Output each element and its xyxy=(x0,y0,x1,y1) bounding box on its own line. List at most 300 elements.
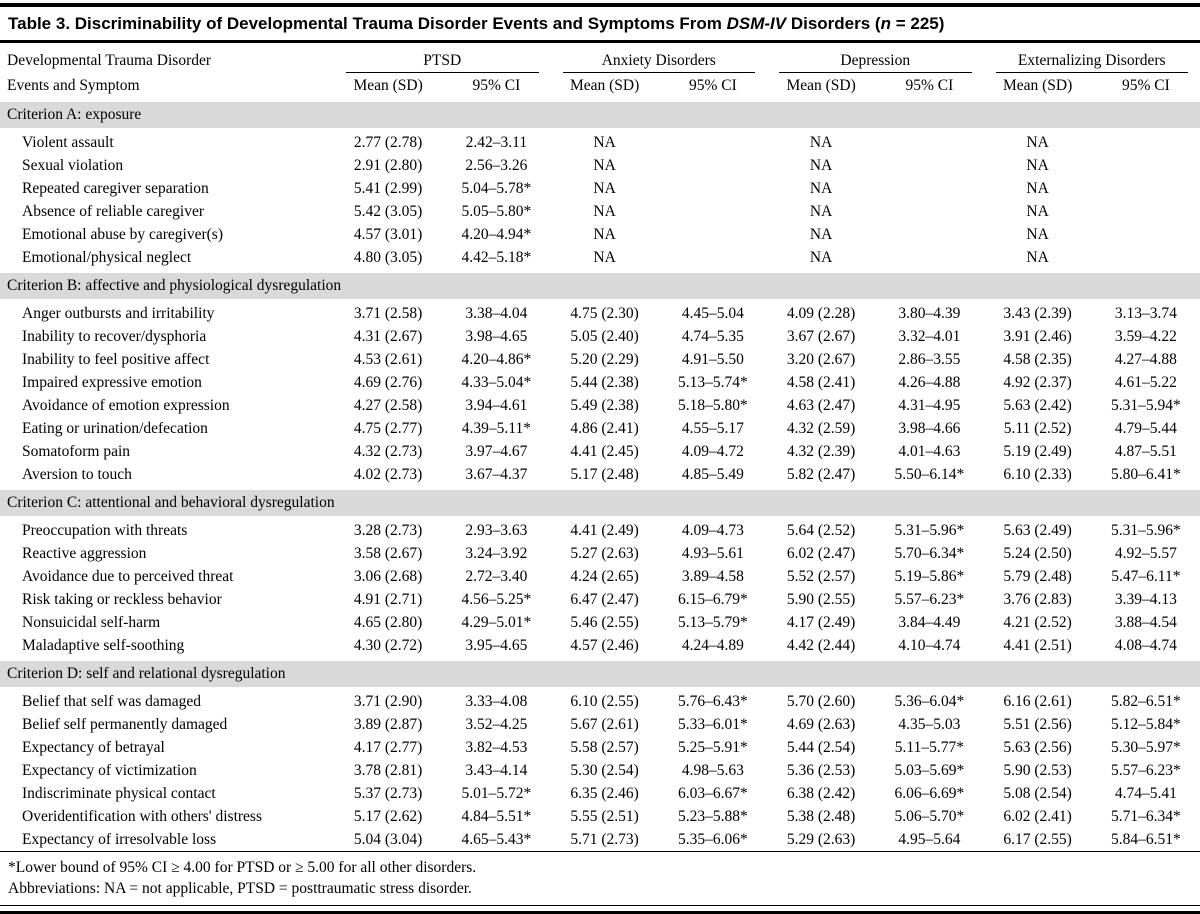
table-row xyxy=(0,177,1200,200)
table-row xyxy=(0,348,1200,371)
ci-cell: 6.03–6.67* xyxy=(659,782,767,805)
ci-cell: 5.30–5.97* xyxy=(1092,736,1200,759)
mean-sd-cell: 5.64 (2.52) xyxy=(767,518,875,543)
mean-sd-cell: 5.30 (2.54) xyxy=(551,759,659,782)
mean-sd-cell: NA xyxy=(551,177,659,200)
ci-cell: 4.74–5.35 xyxy=(659,325,767,348)
mean-sd-cell: 4.57 (2.46) xyxy=(551,634,659,659)
ci-cell: 5.11–5.77* xyxy=(875,736,983,759)
mean-sd-cell: 5.58 (2.57) xyxy=(551,736,659,759)
ci-cell: 4.31–4.95 xyxy=(875,394,983,417)
table-row xyxy=(0,782,1200,805)
ci-cell: 4.01–4.63 xyxy=(875,440,983,463)
table-row xyxy=(0,223,1200,246)
row-label: Reactive aggression xyxy=(0,542,334,565)
ci-cell: 4.92–5.57 xyxy=(1092,542,1200,565)
row-label: Risk taking or reckless behavior xyxy=(0,588,334,611)
ci-cell: 4.91–5.50 xyxy=(659,348,767,371)
group-header-row xyxy=(0,43,1200,73)
row-label: Inability to feel positive affect xyxy=(0,348,334,371)
mean-sd-cell: 5.51 (2.56) xyxy=(984,713,1092,736)
table-row xyxy=(0,805,1200,828)
mean-sd-cell: 5.55 (2.51) xyxy=(551,805,659,828)
mean-sd-cell: 4.41 (2.51) xyxy=(984,634,1092,659)
mean-sd-cell: 3.71 (2.58) xyxy=(334,301,442,326)
mean-sd-cell: NA xyxy=(984,177,1092,200)
ci-cell: 4.93–5.61 xyxy=(659,542,767,565)
mean-sd-cell: 4.24 (2.65) xyxy=(551,565,659,588)
ci-cell: 3.13–3.74 xyxy=(1092,301,1200,326)
subheader-ci-externalizing: 95% CI xyxy=(1092,73,1200,100)
mean-sd-cell: 5.70 (2.60) xyxy=(767,689,875,714)
mean-sd-cell: 6.47 (2.47) xyxy=(551,588,659,611)
row-label: Indiscriminate physical contact xyxy=(0,782,334,805)
section-row xyxy=(0,100,1200,130)
ci-cell xyxy=(659,130,767,155)
table-row xyxy=(0,634,1200,659)
mean-sd-cell: 4.57 (3.01) xyxy=(334,223,442,246)
subheader-mean-ptsd: Mean (SD) xyxy=(334,73,442,100)
ci-cell xyxy=(1092,177,1200,200)
section-row xyxy=(0,271,1200,301)
mean-sd-cell: 4.69 (2.63) xyxy=(767,713,875,736)
ci-cell: 5.57–6.23* xyxy=(1092,759,1200,782)
mean-sd-cell: 3.76 (2.83) xyxy=(984,588,1092,611)
ci-cell xyxy=(659,246,767,271)
mean-sd-cell: NA xyxy=(767,200,875,223)
ci-cell: 5.31–5.94* xyxy=(1092,394,1200,417)
mean-sd-cell: NA xyxy=(984,200,1092,223)
ci-cell: 2.86–3.55 xyxy=(875,348,983,371)
ci-cell: 5.04–5.78* xyxy=(442,177,550,200)
ci-cell: 4.39–5.11* xyxy=(442,417,550,440)
ci-cell: 5.06–5.70* xyxy=(875,805,983,828)
ci-cell: 5.82–6.51* xyxy=(1092,689,1200,714)
ci-cell: 4.27–4.88 xyxy=(1092,348,1200,371)
subheader-mean-depression: Mean (SD) xyxy=(767,73,875,100)
ci-cell: 4.95–5.64 xyxy=(875,828,983,851)
mean-sd-cell: 5.19 (2.49) xyxy=(984,440,1092,463)
ci-cell: 4.55–5.17 xyxy=(659,417,767,440)
ci-cell xyxy=(875,200,983,223)
mean-sd-cell: 4.63 (2.47) xyxy=(767,394,875,417)
section-row xyxy=(0,659,1200,689)
ci-cell: 4.85–5.49 xyxy=(659,463,767,488)
ci-cell: 3.98–4.66 xyxy=(875,417,983,440)
mean-sd-cell: 3.71 (2.90) xyxy=(334,689,442,714)
mean-sd-cell: 5.20 (2.29) xyxy=(551,348,659,371)
mean-sd-cell: 4.41 (2.45) xyxy=(551,440,659,463)
ci-cell: 4.26–4.88 xyxy=(875,371,983,394)
mean-sd-cell: 5.37 (2.73) xyxy=(334,782,442,805)
mean-sd-cell: 4.91 (2.71) xyxy=(334,588,442,611)
table-row xyxy=(0,759,1200,782)
mean-sd-cell: 4.27 (2.58) xyxy=(334,394,442,417)
mean-sd-cell: 4.80 (3.05) xyxy=(334,246,442,271)
mean-sd-cell: NA xyxy=(551,200,659,223)
ci-cell xyxy=(1092,200,1200,223)
mean-sd-cell: NA xyxy=(551,246,659,271)
mean-sd-cell: 4.21 (2.52) xyxy=(984,611,1092,634)
subheader-ci-anxiety: 95% CI xyxy=(659,73,767,100)
ci-cell: 5.36–6.04* xyxy=(875,689,983,714)
mean-sd-cell: 4.41 (2.49) xyxy=(551,518,659,543)
ci-cell: 4.20–4.94* xyxy=(442,223,550,246)
mean-sd-cell: 4.32 (2.73) xyxy=(334,440,442,463)
mean-sd-cell: 5.49 (2.38) xyxy=(551,394,659,417)
mean-sd-cell: 6.38 (2.42) xyxy=(767,782,875,805)
ci-cell: 4.24–4.89 xyxy=(659,634,767,659)
row-header-line-1: Developmental Trauma Disorder xyxy=(7,48,334,73)
section-label: Criterion C: attentional and behavioral dysregulation xyxy=(0,488,1200,518)
ci-cell: 5.12–5.84* xyxy=(1092,713,1200,736)
section-label: Criterion B: affective and physiological dysregulation xyxy=(0,271,1200,301)
row-label: Inability to recover/dysphoria xyxy=(0,325,334,348)
mean-sd-cell: NA xyxy=(984,223,1092,246)
mean-sd-cell: 4.75 (2.30) xyxy=(551,301,659,326)
ci-cell xyxy=(875,130,983,155)
table-row xyxy=(0,828,1200,851)
ci-cell: 2.72–3.40 xyxy=(442,565,550,588)
row-header-line-2: Events and Symptom xyxy=(7,73,334,98)
mean-sd-cell: 3.91 (2.46) xyxy=(984,325,1092,348)
row-label: Expectancy of betrayal xyxy=(0,736,334,759)
row-label: Repeated caregiver separation xyxy=(0,177,334,200)
mean-sd-cell: NA xyxy=(984,130,1092,155)
results-table xyxy=(0,43,1200,851)
section-row xyxy=(0,488,1200,518)
mean-sd-cell: 5.36 (2.53) xyxy=(767,759,875,782)
ci-cell: 3.97–4.67 xyxy=(442,440,550,463)
ci-cell: 5.31–5.96* xyxy=(875,518,983,543)
ci-cell: 4.35–5.03 xyxy=(875,713,983,736)
mean-sd-cell: NA xyxy=(767,177,875,200)
mean-sd-cell: 5.90 (2.55) xyxy=(767,588,875,611)
mean-sd-cell: NA xyxy=(984,246,1092,271)
mean-sd-cell: 2.77 (2.78) xyxy=(334,130,442,155)
title-dsm-italic: DSM-IV xyxy=(727,14,787,33)
mean-sd-cell: 4.09 (2.28) xyxy=(767,301,875,326)
ci-cell: 5.19–5.86* xyxy=(875,565,983,588)
ci-cell: 4.33–5.04* xyxy=(442,371,550,394)
ci-cell: 5.35–6.06* xyxy=(659,828,767,851)
ci-cell: 4.45–5.04 xyxy=(659,301,767,326)
ci-cell xyxy=(875,154,983,177)
ci-cell xyxy=(659,177,767,200)
table-row xyxy=(0,301,1200,326)
row-label: Preoccupation with threats xyxy=(0,518,334,543)
mean-sd-cell: 4.53 (2.61) xyxy=(334,348,442,371)
row-label: Violent assault xyxy=(0,130,334,155)
mean-sd-cell: 5.27 (2.63) xyxy=(551,542,659,565)
mean-sd-cell: 4.86 (2.41) xyxy=(551,417,659,440)
row-label: Sexual violation xyxy=(0,154,334,177)
ci-cell: 5.13–5.74* xyxy=(659,371,767,394)
row-label: Eating or urination/defecation xyxy=(0,417,334,440)
mean-sd-cell: 5.38 (2.48) xyxy=(767,805,875,828)
ci-cell: 3.89–4.58 xyxy=(659,565,767,588)
ci-cell: 4.08–4.74 xyxy=(1092,634,1200,659)
mean-sd-cell: 5.24 (2.50) xyxy=(984,542,1092,565)
mean-sd-cell: 4.58 (2.35) xyxy=(984,348,1092,371)
ci-cell: 4.98–5.63 xyxy=(659,759,767,782)
table-row xyxy=(0,325,1200,348)
table-row xyxy=(0,542,1200,565)
table-row xyxy=(0,736,1200,759)
ci-cell: 3.33–4.08 xyxy=(442,689,550,714)
ci-cell: 3.98–4.65 xyxy=(442,325,550,348)
ci-cell: 4.84–5.51* xyxy=(442,805,550,828)
ci-cell xyxy=(875,246,983,271)
mean-sd-cell: 5.82 (2.47) xyxy=(767,463,875,488)
ci-cell: 2.93–3.63 xyxy=(442,518,550,543)
mean-sd-cell: 3.28 (2.73) xyxy=(334,518,442,543)
group-header-anxiety: Anxiety Disorders xyxy=(551,43,768,73)
ci-cell: 4.79–5.44 xyxy=(1092,417,1200,440)
ci-cell: 5.80–6.41* xyxy=(1092,463,1200,488)
ci-cell: 3.94–4.61 xyxy=(442,394,550,417)
mean-sd-cell: 4.32 (2.59) xyxy=(767,417,875,440)
row-label: Anger outbursts and irritability xyxy=(0,301,334,326)
row-header-label xyxy=(0,43,334,100)
ci-cell: 5.71–6.34* xyxy=(1092,805,1200,828)
row-label: Emotional abuse by caregiver(s) xyxy=(0,223,334,246)
ci-cell: 5.50–6.14* xyxy=(875,463,983,488)
row-label: Avoidance of emotion expression xyxy=(0,394,334,417)
ci-cell: 3.52–4.25 xyxy=(442,713,550,736)
mean-sd-cell: 5.67 (2.61) xyxy=(551,713,659,736)
table-row xyxy=(0,394,1200,417)
mean-sd-cell: 5.71 (2.73) xyxy=(551,828,659,851)
ci-cell: 5.23–5.88* xyxy=(659,805,767,828)
table-row xyxy=(0,130,1200,155)
row-label: Avoidance due to perceived threat xyxy=(0,565,334,588)
ci-cell: 3.88–4.54 xyxy=(1092,611,1200,634)
mean-sd-cell: 4.31 (2.67) xyxy=(334,325,442,348)
ci-cell: 5.33–6.01* xyxy=(659,713,767,736)
mean-sd-cell: NA xyxy=(551,130,659,155)
ci-cell: 3.59–4.22 xyxy=(1092,325,1200,348)
mean-sd-cell: NA xyxy=(984,154,1092,177)
row-label: Absence of reliable caregiver xyxy=(0,200,334,223)
group-header-externalizing: Externalizing Disorders xyxy=(984,43,1200,73)
row-label: Emotional/physical neglect xyxy=(0,246,334,271)
ci-cell: 2.42–3.11 xyxy=(442,130,550,155)
mean-sd-cell: 5.08 (2.54) xyxy=(984,782,1092,805)
mean-sd-cell: 6.16 (2.61) xyxy=(984,689,1092,714)
title-text-1: Table 3. Discriminability of Developmental Trauma Disorder Events and Symptoms From xyxy=(8,14,727,33)
mean-sd-cell: 5.42 (3.05) xyxy=(334,200,442,223)
title-text-2: Disorders ( xyxy=(786,14,880,33)
row-label: Belief that self was damaged xyxy=(0,689,334,714)
ci-cell xyxy=(875,177,983,200)
mean-sd-cell: NA xyxy=(767,130,875,155)
footnotes xyxy=(0,852,1200,905)
mean-sd-cell: NA xyxy=(551,154,659,177)
mean-sd-cell: NA xyxy=(767,154,875,177)
row-label: Expectancy of victimization xyxy=(0,759,334,782)
table-row xyxy=(0,417,1200,440)
ci-cell: 4.65–5.43* xyxy=(442,828,550,851)
mean-sd-cell: 4.65 (2.80) xyxy=(334,611,442,634)
mean-sd-cell: 4.92 (2.37) xyxy=(984,371,1092,394)
ci-cell xyxy=(659,200,767,223)
title-text-3: = 225) xyxy=(891,14,944,33)
ci-cell: 4.29–5.01* xyxy=(442,611,550,634)
ci-cell: 4.61–5.22 xyxy=(1092,371,1200,394)
row-label: Aversion to touch xyxy=(0,463,334,488)
row-label: Impaired expressive emotion xyxy=(0,371,334,394)
ci-cell xyxy=(1092,130,1200,155)
mean-sd-cell: 5.04 (3.04) xyxy=(334,828,442,851)
row-label: Nonsuicidal self-harm xyxy=(0,611,334,634)
mean-sd-cell: 4.75 (2.77) xyxy=(334,417,442,440)
mean-sd-cell: 4.42 (2.44) xyxy=(767,634,875,659)
subheader-ci-depression: 95% CI xyxy=(875,73,983,100)
ci-cell: 3.67–4.37 xyxy=(442,463,550,488)
row-label: Maladaptive self-soothing xyxy=(0,634,334,659)
mean-sd-cell: 5.79 (2.48) xyxy=(984,565,1092,588)
mean-sd-cell: 4.02 (2.73) xyxy=(334,463,442,488)
subheader-mean-anxiety: Mean (SD) xyxy=(551,73,659,100)
subheader-ci-ptsd: 95% CI xyxy=(442,73,550,100)
mean-sd-cell: 5.17 (2.62) xyxy=(334,805,442,828)
ci-cell: 4.09–4.72 xyxy=(659,440,767,463)
mean-sd-cell: 3.89 (2.87) xyxy=(334,713,442,736)
ci-cell xyxy=(1092,154,1200,177)
ci-cell xyxy=(875,223,983,246)
ci-cell xyxy=(659,154,767,177)
mean-sd-cell: 5.63 (2.56) xyxy=(984,736,1092,759)
mean-sd-cell: 4.17 (2.77) xyxy=(334,736,442,759)
ci-cell: 4.10–4.74 xyxy=(875,634,983,659)
subheader-mean-externalizing: Mean (SD) xyxy=(984,73,1092,100)
ci-cell: 4.74–5.41 xyxy=(1092,782,1200,805)
table-row xyxy=(0,371,1200,394)
ci-cell: 5.13–5.79* xyxy=(659,611,767,634)
table-row xyxy=(0,689,1200,714)
ci-cell: 6.06–6.69* xyxy=(875,782,983,805)
mean-sd-cell: 2.91 (2.80) xyxy=(334,154,442,177)
table-row xyxy=(0,154,1200,177)
mean-sd-cell: 3.06 (2.68) xyxy=(334,565,442,588)
row-label: Somatoform pain xyxy=(0,440,334,463)
ci-cell: 5.84–6.51* xyxy=(1092,828,1200,851)
mean-sd-cell: 5.44 (2.54) xyxy=(767,736,875,759)
ci-cell: 5.05–5.80* xyxy=(442,200,550,223)
mean-sd-cell: 5.11 (2.52) xyxy=(984,417,1092,440)
row-label: Belief self permanently damaged xyxy=(0,713,334,736)
mean-sd-cell: NA xyxy=(551,223,659,246)
table-row xyxy=(0,200,1200,223)
mean-sd-cell: 5.63 (2.42) xyxy=(984,394,1092,417)
mean-sd-cell: 4.69 (2.76) xyxy=(334,371,442,394)
mean-sd-cell: 6.17 (2.55) xyxy=(984,828,1092,851)
mean-sd-cell: 5.90 (2.53) xyxy=(984,759,1092,782)
ci-cell: 6.15–6.79* xyxy=(659,588,767,611)
table-row xyxy=(0,463,1200,488)
mean-sd-cell: 6.02 (2.47) xyxy=(767,542,875,565)
row-label: Overidentification with others' distress xyxy=(0,805,334,828)
ci-cell: 5.01–5.72* xyxy=(442,782,550,805)
table-row xyxy=(0,246,1200,271)
mean-sd-cell: 5.29 (2.63) xyxy=(767,828,875,851)
mean-sd-cell: 5.41 (2.99) xyxy=(334,177,442,200)
table-header xyxy=(0,43,1200,100)
table-row xyxy=(0,588,1200,611)
footnote-asterisk: *Lower bound of 95% CI ≥ 4.00 for PTSD or ≥ 5.00 for all other disorders. xyxy=(8,857,1192,878)
ci-cell: 5.76–6.43* xyxy=(659,689,767,714)
section-label: Criterion D: self and relational dysregulation xyxy=(0,659,1200,689)
mean-sd-cell: NA xyxy=(767,223,875,246)
ci-cell: 4.87–5.51 xyxy=(1092,440,1200,463)
ci-cell: 3.32–4.01 xyxy=(875,325,983,348)
mean-sd-cell: 5.52 (2.57) xyxy=(767,565,875,588)
section-label: Criterion A: exposure xyxy=(0,100,1200,130)
mean-sd-cell: NA xyxy=(767,246,875,271)
mean-sd-cell: 3.20 (2.67) xyxy=(767,348,875,371)
table-row xyxy=(0,440,1200,463)
mean-sd-cell: 4.30 (2.72) xyxy=(334,634,442,659)
mean-sd-cell: 3.78 (2.81) xyxy=(334,759,442,782)
mean-sd-cell: 6.02 (2.41) xyxy=(984,805,1092,828)
table-title xyxy=(0,7,1200,40)
table-body xyxy=(0,100,1200,851)
ci-cell: 3.39–4.13 xyxy=(1092,588,1200,611)
mean-sd-cell: 4.17 (2.49) xyxy=(767,611,875,634)
mean-sd-cell: 5.46 (2.55) xyxy=(551,611,659,634)
mean-sd-cell: 3.43 (2.39) xyxy=(984,301,1092,326)
mean-sd-cell: 5.17 (2.48) xyxy=(551,463,659,488)
mean-sd-cell: 4.32 (2.39) xyxy=(767,440,875,463)
ci-cell xyxy=(1092,246,1200,271)
mean-sd-cell: 3.67 (2.67) xyxy=(767,325,875,348)
table-row xyxy=(0,518,1200,543)
title-n-italic: n xyxy=(881,14,891,33)
ci-cell: 4.09–4.73 xyxy=(659,518,767,543)
ci-cell: 4.56–5.25* xyxy=(442,588,550,611)
mean-sd-cell: 5.63 (2.49) xyxy=(984,518,1092,543)
table-row xyxy=(0,713,1200,736)
group-header-depression: Depression xyxy=(767,43,984,73)
ci-cell: 4.20–4.86* xyxy=(442,348,550,371)
row-label: Expectancy of irresolvable loss xyxy=(0,828,334,851)
table-row xyxy=(0,565,1200,588)
mean-sd-cell: 6.35 (2.46) xyxy=(551,782,659,805)
ci-cell: 3.84–4.49 xyxy=(875,611,983,634)
mean-sd-cell: 4.58 (2.41) xyxy=(767,371,875,394)
table-row xyxy=(0,611,1200,634)
mean-sd-cell: 6.10 (2.33) xyxy=(984,463,1092,488)
ci-cell: 3.80–4.39 xyxy=(875,301,983,326)
mean-sd-cell: 6.10 (2.55) xyxy=(551,689,659,714)
ci-cell: 5.25–5.91* xyxy=(659,736,767,759)
mean-sd-cell: 5.05 (2.40) xyxy=(551,325,659,348)
ci-cell: 4.42–5.18* xyxy=(442,246,550,271)
group-header-ptsd: PTSD xyxy=(334,43,551,73)
ci-cell: 5.57–6.23* xyxy=(875,588,983,611)
ci-cell xyxy=(1092,223,1200,246)
mean-sd-cell: 5.44 (2.38) xyxy=(551,371,659,394)
ci-cell: 3.82–4.53 xyxy=(442,736,550,759)
ci-cell: 3.43–4.14 xyxy=(442,759,550,782)
ci-cell: 5.70–6.34* xyxy=(875,542,983,565)
footnote-abbreviations: Abbreviations: NA = not applicable, PTSD = posttraumatic stress disorder. xyxy=(8,878,1192,899)
ci-cell: 5.47–6.11* xyxy=(1092,565,1200,588)
ci-cell: 3.95–4.65 xyxy=(442,634,550,659)
ci-cell: 3.38–4.04 xyxy=(442,301,550,326)
ci-cell: 5.03–5.69* xyxy=(875,759,983,782)
